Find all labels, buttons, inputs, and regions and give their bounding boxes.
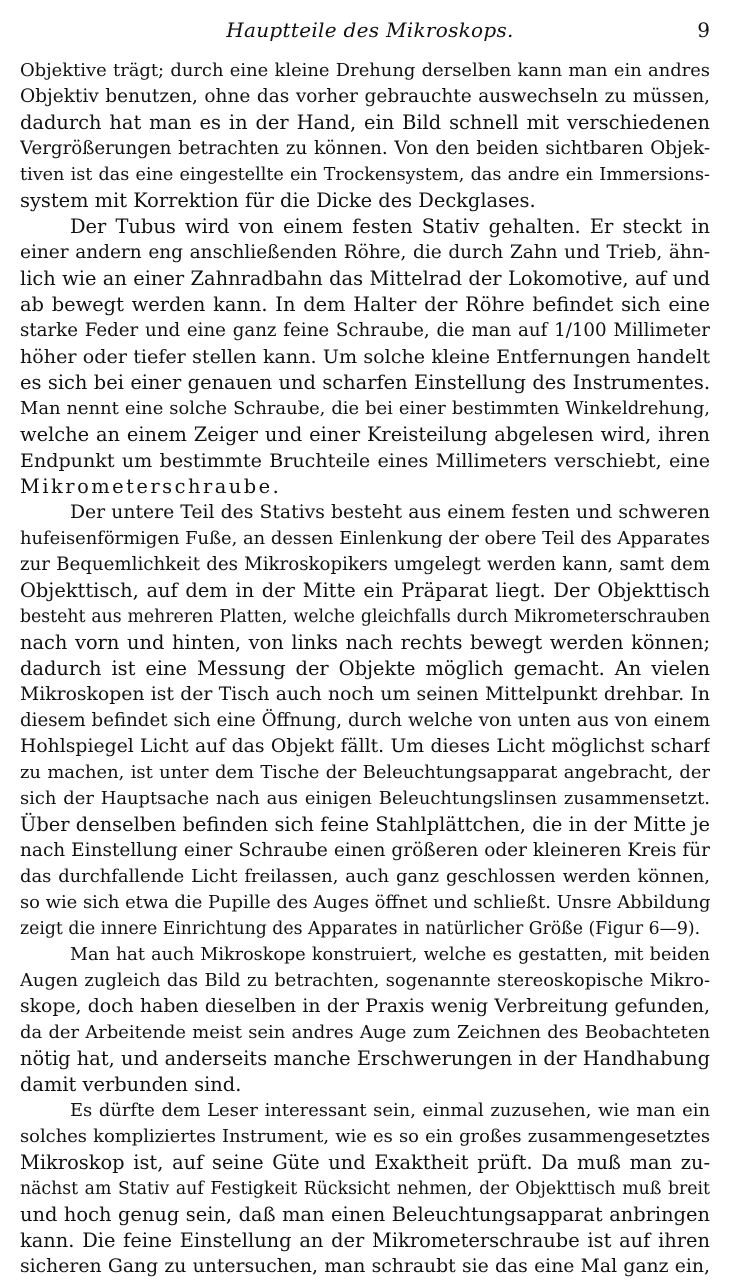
- text-line: Mikroskop ist, auf seine Güte und Exaktheit prüft. Da muß man zu-: [20, 1151, 710, 1174]
- running-title: Hauptteile des Mikroskops.: [226, 18, 514, 42]
- text-line: system mit Korrektion für die Dicke des Deckglases.: [20, 189, 536, 212]
- text-line: Mikrometerschraube.: [20, 475, 282, 498]
- text-line: zur Bequemlichkeit des Mikroskopikers umgelegt werden kann, samt dem: [20, 554, 710, 575]
- text-line: und hoch genug sein, daß man einen Beleuchtungsapparat anbringen: [20, 1203, 710, 1226]
- text-line: hufeisenförmigen Fuße, an dessen Einlenkung der obere Teil des Apparates: [20, 528, 710, 549]
- page-number: 9: [697, 18, 710, 42]
- text-line: Es dürfte dem Leser interessant sein, einmal zuzusehen, wie man ein: [70, 1100, 710, 1121]
- body-text: [20, 58, 710, 1280]
- text-line: Der untere Teil des Stativs besteht aus einem festen und schweren: [70, 502, 710, 523]
- text-line: höher oder tiefer stellen kann. Um solche kleine Entfernungen handelt: [20, 345, 710, 368]
- text-line: Hohlspiegel Licht auf das Objekt fällt. Um dieses Licht möglichst scharf: [20, 736, 710, 757]
- text-line: Endpunkt um bestimmte Bruchteile eines Millimeters verschiebt, eine: [20, 449, 710, 472]
- text-line: Man nennt eine solche Schraube, die bei einer bestimmten Winkeldrehung,: [20, 398, 710, 419]
- text-line: zu machen, ist unter dem Tische der Beleuchtungsapparat angebracht, der: [20, 762, 710, 783]
- text-line: Über denselben befinden sich feine Stahlplättchen, die in der Mitte je: [20, 813, 710, 836]
- text-line: dadurch hat man es in der Hand, ein Bild schnell mit verschiedenen: [20, 111, 710, 134]
- text-line: diesem befindet sich eine Öffnung, durch welche von unten aus von einem: [20, 710, 710, 731]
- text-line: dadurch ist eine Messung der Objekte möglich gemacht. An vielen: [20, 657, 710, 680]
- text-line: solches kompliziertes Instrument, wie es so ein großes zusammengesetztes: [20, 1126, 710, 1147]
- text-line: einer andern eng anschließenden Röhre, die durch Zahn und Trieb, ähn-: [20, 242, 710, 263]
- page-header: [20, 14, 720, 48]
- text-line: Augen zugleich das Bild zu betrachten, sogenannte stereoskopische Mikro-: [20, 970, 710, 991]
- text-line: Man hat auch Mikroskope konstruiert, welche es gestatten, mit beiden: [70, 945, 710, 965]
- text-line: sich der Hauptsache nach aus einigen Beleuchtungslinsen zusammensetzt.: [20, 788, 710, 809]
- text-line: ab bewegt werden kann. In dem Halter der Röhre befindet sich eine: [20, 293, 710, 316]
- text-line: tiven ist das eine eingestellte ein Trockensystem, das andre ein Immersions-: [20, 165, 710, 185]
- text-line: da der Arbeitende meist sein andres Auge zum Zeichnen des Beobachteten: [20, 1022, 710, 1043]
- text-line: lich wie an einer Zahnradbahn das Mittelrad der Lokomotive, auf und: [20, 267, 710, 290]
- text-line: Objekttisch, auf dem in der Mitte ein Präparat liegt. Der Objekttisch: [20, 579, 710, 602]
- text-line: es sich bei einer genauen und scharfen Einstellung des Instrumentes.: [20, 371, 710, 394]
- text-line: Objektive trägt; durch eine kleine Drehung derselben kann man ein andres: [20, 60, 710, 81]
- text-line: nötig hat, und anderseits manche Erschwerungen in der Handhabung: [20, 1047, 710, 1070]
- text-line: besteht aus mehreren Platten, welche gleichfalls durch Mikrometerschrauben: [20, 607, 710, 627]
- text-line: nach vorn und hinten, von links nach rechts bewegt werden können;: [20, 631, 710, 654]
- text-line: so wie sich etwa die Pupille des Auges öffnet und schließt. Unsre Abbildung: [20, 892, 710, 913]
- text-line: zeigt die innere Einrichtung des Apparates in natürlicher Größe (Figur 6—9).: [20, 919, 701, 939]
- text-line: damit verbunden sind.: [20, 1073, 242, 1096]
- text-line: Vergrößerungen betrachten zu können. Von den beiden sichtbaren Objek-: [20, 138, 710, 159]
- text-line: Objektiv benutzen, ohne das vorher gebrauchte auswechseln zu müssen,: [20, 86, 710, 107]
- text-line: Der Tubus wird von einem festen Stativ gehalten. Er steckt in: [70, 215, 710, 238]
- text-line: starke Feder und eine ganz feine Schraube, die man auf 1/100 Millimeter: [20, 320, 710, 341]
- text-line: nächst am Stativ auf Festigkeit Rücksicht nehmen, der Objekttisch muß breit: [20, 1179, 710, 1199]
- text-line: skope, doch haben dieselben in der Praxis wenig Verbreitung gefunden,: [20, 996, 710, 1017]
- text-line: kann. Die feine Einstellung an der Mikrometerschraube ist auf ihren: [20, 1229, 710, 1252]
- text-line: das durchfallende Licht freilassen, auch ganz geschlossen werden können,: [20, 866, 710, 887]
- text-line: sicheren Gang zu untersuchen, man schraubt sie das eine Mal ganz ein,: [20, 1256, 710, 1277]
- text-line: nach Einstellung einer Schraube einen größeren oder kleineren Kreis für: [20, 840, 710, 861]
- text-line: Mikroskopen ist der Tisch auch noch um seinen Mittelpunkt drehbar. In: [20, 684, 710, 705]
- text-line: welche an einem Zeiger und einer Kreisteilung abgelesen wird, ihren: [20, 423, 710, 446]
